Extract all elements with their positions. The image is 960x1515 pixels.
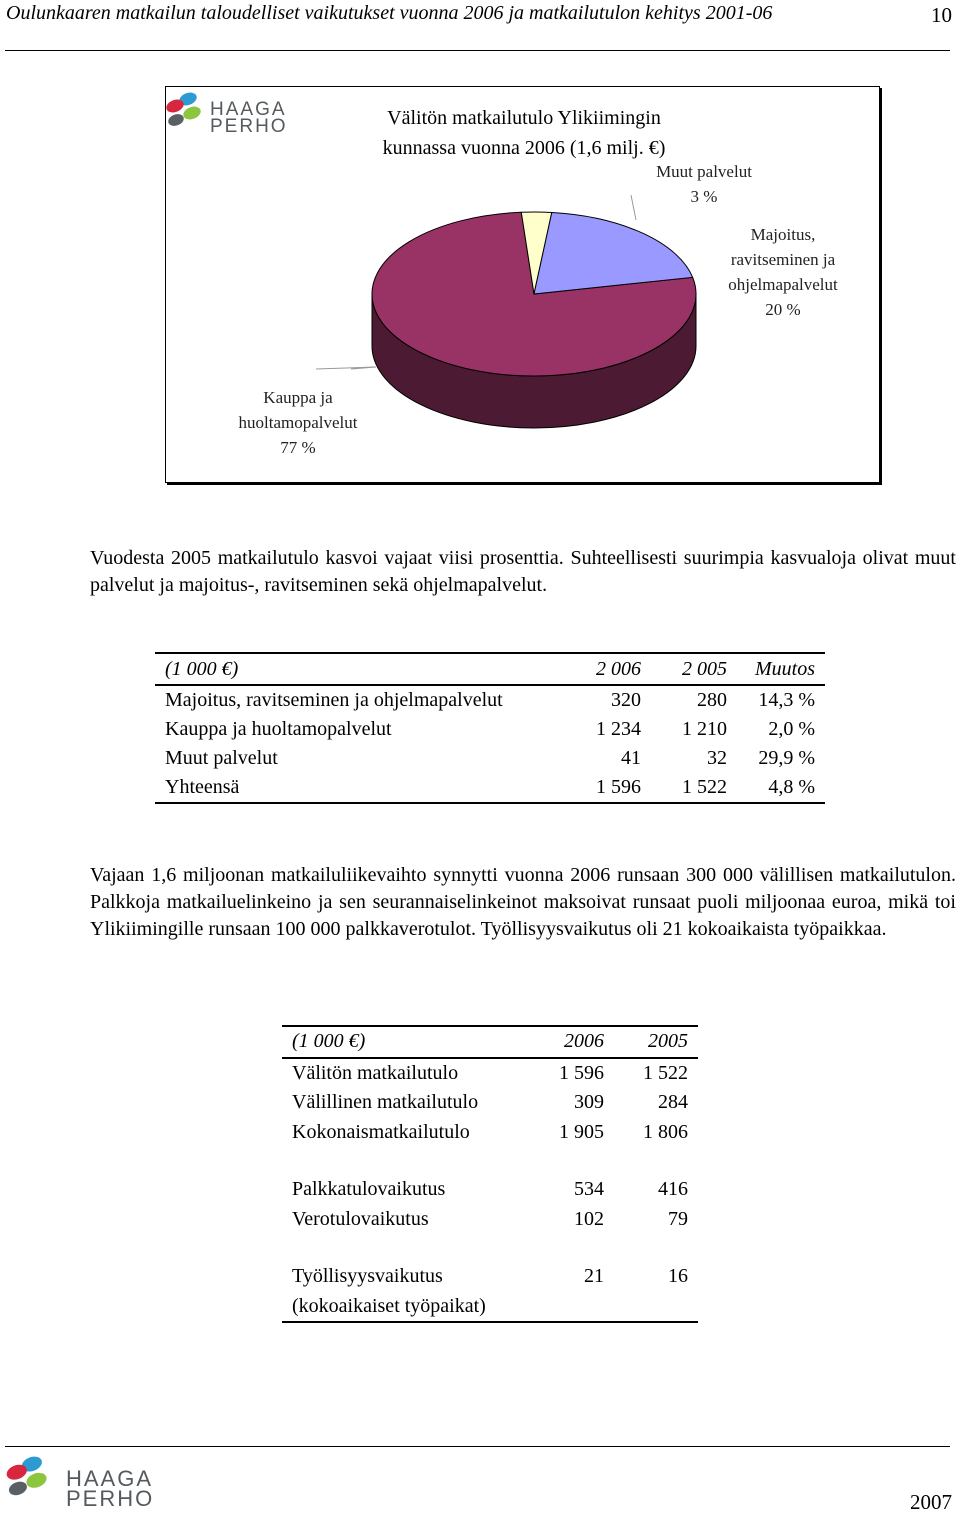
table-cell: 1 806: [643, 1120, 688, 1143]
pie-label: ravitseminen ja: [730, 250, 836, 269]
table-cell: 79: [668, 1207, 688, 1230]
table-row: [282, 1262, 698, 1292]
pie-label: ohjelmapalvelut: [728, 275, 838, 294]
table-cell: 1 596: [565, 773, 651, 803]
table-cell: 416: [658, 1178, 688, 1200]
table-cell: 102: [574, 1207, 604, 1230]
table-cell: 16: [668, 1265, 688, 1287]
table-cell: [530, 1292, 614, 1323]
pie-chart: [166, 87, 879, 482]
table-cell: 320: [611, 689, 641, 711]
footer-rule: [5, 1446, 950, 1447]
table-cell: 2,0 %: [768, 718, 815, 740]
table-cell: Verotulovaikutus: [292, 1207, 429, 1230]
footer-logo-mark-icon: [4, 1452, 62, 1504]
table-cell: Palkkatulovaikutus: [292, 1178, 446, 1200]
income-by-sector-table: [155, 652, 825, 804]
table-cell: Välillinen matkailutulo: [292, 1091, 479, 1113]
pie-label: Muut palvelut: [656, 162, 752, 181]
table-cell: 1 522: [643, 1061, 688, 1084]
table-header-cell: Muutos: [737, 653, 825, 685]
impact-summary-table: [282, 1025, 698, 1323]
table-row: [282, 1205, 698, 1235]
table-cell: Kokonaismatkailutulo: [292, 1120, 470, 1143]
table-row: [155, 685, 825, 715]
pie-label: Majoitus,: [750, 225, 816, 244]
table-row: [155, 715, 825, 744]
table-cell: Muut palvelut: [165, 747, 278, 769]
logo-text-haaga: HAAGA: [210, 99, 287, 120]
pie-label: 77 %: [280, 438, 316, 457]
pie-slices: [372, 212, 696, 428]
table-cell: Yhteensä: [155, 773, 565, 803]
table-spacer-row: [282, 1147, 698, 1175]
page-number: 10: [931, 3, 952, 27]
table-row: [282, 1088, 698, 1118]
table-cell: 1 596: [559, 1061, 604, 1084]
document-header-title: Oulunkaaren matkailun taloudelliset vaikutukset vuonna 2006 ja matkailutulon kehitys 2001-06: [6, 2, 773, 24]
table-row: [282, 1058, 698, 1089]
table-cell: Majoitus, ravitseminen ja ohjelmapalvelut: [165, 689, 503, 711]
table-cell: 1 234: [596, 718, 641, 740]
logo-text-perho: PERHO: [210, 116, 288, 137]
table-header-cell: 2 005: [651, 653, 737, 685]
table-cell: 534: [574, 1178, 604, 1200]
table-row: [282, 1118, 698, 1148]
pie-label: Kauppa ja: [263, 388, 333, 407]
table-cell: 21: [584, 1265, 604, 1287]
table-row: [155, 744, 825, 773]
table-spacer-row: [282, 1234, 698, 1262]
table-cell: 4,8 %: [737, 773, 825, 803]
table-cell: 309: [574, 1091, 604, 1113]
table-cell: 280: [697, 689, 727, 711]
table-cell: 1 905: [559, 1120, 604, 1143]
table-cell: Työllisyysvaikutus: [292, 1265, 443, 1287]
pie-label: 3 %: [690, 187, 718, 206]
footer-year: 2007: [910, 1490, 952, 1514]
table-header-cell: 2006: [530, 1026, 614, 1058]
table-cell: 14,3 %: [758, 689, 815, 711]
table-row: [282, 1292, 698, 1323]
table-cell: [614, 1292, 698, 1323]
table-cell: 1 522: [651, 773, 737, 803]
table-header-cell: 2 006: [565, 653, 651, 685]
pie-leader-line: [631, 195, 636, 220]
table-cell: Kauppa ja huoltamopalvelut: [165, 718, 392, 740]
table-header-cell: (1 000 €): [155, 653, 565, 685]
table-cell: 32: [707, 747, 727, 769]
paragraph-growth: Vuodesta 2005 matkailutulo kasvoi vajaat viisi prosenttia. Suhteellisesti suurimpia kasvualoja olivat muut palvelut ja majoitus-, ravitseminen sekä ohjelmapalvelut.: [90, 547, 956, 596]
footer-haaga-perho-logo: [4, 1452, 174, 1510]
table-cell: (kokoaikaiset työpaikat): [282, 1292, 530, 1323]
table-row: [155, 773, 825, 803]
table-cell: 41: [621, 747, 641, 769]
table-header-row: [155, 653, 825, 685]
table-header-row: [282, 1026, 698, 1058]
table-cell: Välitön matkailutulo: [292, 1061, 459, 1084]
pie-chart-frame: [165, 86, 880, 483]
pie-label: huoltamopalvelut: [238, 413, 358, 432]
footer-logo-text-perho: PERHO: [66, 1486, 155, 1511]
table-row: [282, 1175, 698, 1205]
pie-label: 20 %: [765, 300, 801, 319]
table-header-cell: (1 000 €): [282, 1026, 530, 1058]
pie-leader-line: [316, 367, 376, 369]
chart-title-line2: kunnassa vuonna 2006 (1,6 milj. €): [382, 137, 666, 159]
table-cell: 29,9 %: [758, 747, 815, 769]
table-cell: 284: [658, 1091, 688, 1113]
header-rule: [5, 50, 950, 51]
footer-logo-text-haaga: HAAGA: [66, 1466, 154, 1491]
table-cell: 1 210: [682, 718, 727, 740]
chart-title-line1: Välitön matkailutulo Ylikiimingin: [387, 107, 661, 129]
table-header-cell: 2005: [614, 1026, 698, 1058]
paragraph-indirect-impact: Vajaan 1,6 miljoonan matkailuliikevaihto synnytti vuonna 2006 runsaan 300 000 välillisen matkailutulon. Palkkoja matkailuelinkeino ja sen seurannaiselinkeinot maksoivat runsaat puoli miljoonaa euroa, mikä toi Ylikiimingille runsaan 100 000 palkkaverotulot. Työllisyysvaikutus oli 21 kokoaikaista työpaikkaa.: [90, 864, 956, 940]
